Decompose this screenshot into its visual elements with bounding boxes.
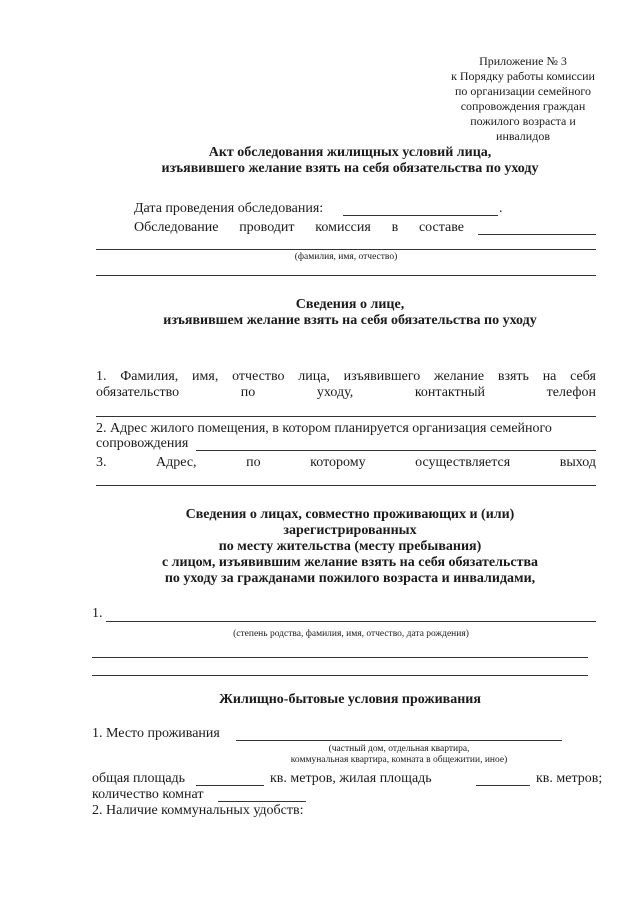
area-total-label: общая площадь xyxy=(92,771,186,786)
word: имя, xyxy=(192,369,219,384)
cohabitant-item1-label: 1. xyxy=(92,606,103,621)
word: составе xyxy=(418,220,464,235)
exam-date-field[interactable] xyxy=(343,215,498,216)
section-title-line: Сведения о лице, xyxy=(295,297,405,312)
word: отчество xyxy=(232,369,285,384)
area-unit-end: кв. метров; xyxy=(536,771,603,786)
cohabitant-field-line[interactable] xyxy=(92,657,588,658)
word: 3. xyxy=(96,455,107,470)
word: выход xyxy=(559,455,596,470)
word: осуществляется xyxy=(415,455,511,470)
appendix-line: пожилого возраста и xyxy=(470,114,576,128)
rooms-field[interactable] xyxy=(218,801,306,802)
place-hint-line: коммунальная квартира, комната в общежитии, иное) xyxy=(290,755,508,765)
place-field[interactable] xyxy=(236,740,562,741)
person-item1-line2 xyxy=(96,385,596,401)
word: Обследование xyxy=(134,220,219,235)
area-total-field[interactable] xyxy=(196,785,264,786)
act-title xyxy=(100,145,600,177)
person-address-field[interactable] xyxy=(196,450,596,451)
appendix-line: сопровождения граждан xyxy=(460,99,586,113)
appendix-line: инвалидов xyxy=(496,129,550,143)
section-title-line: с лицом, изъявившим желание взять на себя обязательства xyxy=(161,555,539,570)
area-living-field[interactable] xyxy=(476,785,530,786)
appendix-line: Приложение № 3 xyxy=(479,54,567,68)
word: Адрес, xyxy=(156,455,197,470)
commission-field[interactable] xyxy=(478,234,596,235)
word: которому xyxy=(310,455,366,470)
commission-field-line[interactable] xyxy=(96,249,596,250)
word: по xyxy=(246,455,261,470)
act-title-line: Акт обследования жилищных условий лица, xyxy=(208,145,492,160)
word: изъявившего xyxy=(343,369,421,384)
section-title-line: по месту жительства (месту пребывания) xyxy=(218,539,482,554)
word: по xyxy=(240,385,256,400)
word: контактный xyxy=(414,385,486,400)
word: 1. xyxy=(96,369,107,384)
person-item2-line2: сопровождения xyxy=(96,436,189,451)
appendix-line: к Порядку работы комиссии xyxy=(451,69,595,83)
section-title-line: зарегистрированных xyxy=(283,523,417,538)
section-person-title xyxy=(100,297,600,329)
word: лица, xyxy=(298,369,330,384)
exam-date-label: Дата проведения обследования: xyxy=(134,201,324,216)
person-contact-field[interactable] xyxy=(96,416,596,417)
person-item1-line1 xyxy=(96,369,596,385)
cohabitant-field[interactable] xyxy=(106,621,596,622)
place-hint xyxy=(236,744,562,766)
word: комиссия xyxy=(315,220,371,235)
appendix-line: по организации семейного xyxy=(454,84,592,98)
section-title-line: по уходу за гражданами пожилого возраста и инвалидами, xyxy=(164,571,536,586)
word: проводит xyxy=(239,220,295,235)
section-cohabitants-title xyxy=(100,507,600,587)
person-item3-line1 xyxy=(96,455,596,471)
appendix-note xyxy=(418,54,628,144)
word: обязательство xyxy=(96,385,180,400)
word: уходу, xyxy=(316,385,354,400)
section-title-line: Сведения о лицах, совместно проживающих и (или) xyxy=(185,507,515,522)
rooms-label: количество комнат xyxy=(92,787,204,802)
word: желание xyxy=(433,369,485,384)
person-item2-line1: 2. Адрес жилого помещения, в котором планируется организация семейного xyxy=(96,421,552,436)
cohabitant-field-line[interactable] xyxy=(92,675,588,676)
word: в xyxy=(391,220,399,235)
commission-line xyxy=(134,220,464,236)
section-living-title xyxy=(100,692,600,708)
utilities-label: 2. Наличие коммунальных удобств: xyxy=(92,803,304,818)
word: телефон xyxy=(546,385,596,400)
area-unit-living: кв. метров, жилая площадь xyxy=(270,771,432,786)
section-title-line: изъявившем желание взять на себя обязательства по уходу xyxy=(163,313,537,328)
word: Фамилия, xyxy=(120,369,179,384)
person-exit-address-field[interactable] xyxy=(96,485,596,486)
word: на xyxy=(542,369,557,384)
place-label: 1. Место проживания xyxy=(92,726,220,741)
act-title-line: изъявившего желание взять на себя обязательства по уходу xyxy=(161,161,539,176)
commission-field-line[interactable] xyxy=(96,275,596,276)
place-hint-line: (частный дом, отдельная квартира, xyxy=(328,744,470,754)
exam-date-end: . xyxy=(499,201,503,216)
word: себя xyxy=(570,369,596,384)
word: взять xyxy=(497,369,529,384)
cohabitant-hint: (степень родства, фамилия, имя, отчество, дата рождения) xyxy=(233,629,469,639)
section-title-line: Жилищно-бытовые условия проживания xyxy=(219,692,481,707)
fio-hint: (фамилия, имя, отчество) xyxy=(294,252,398,262)
